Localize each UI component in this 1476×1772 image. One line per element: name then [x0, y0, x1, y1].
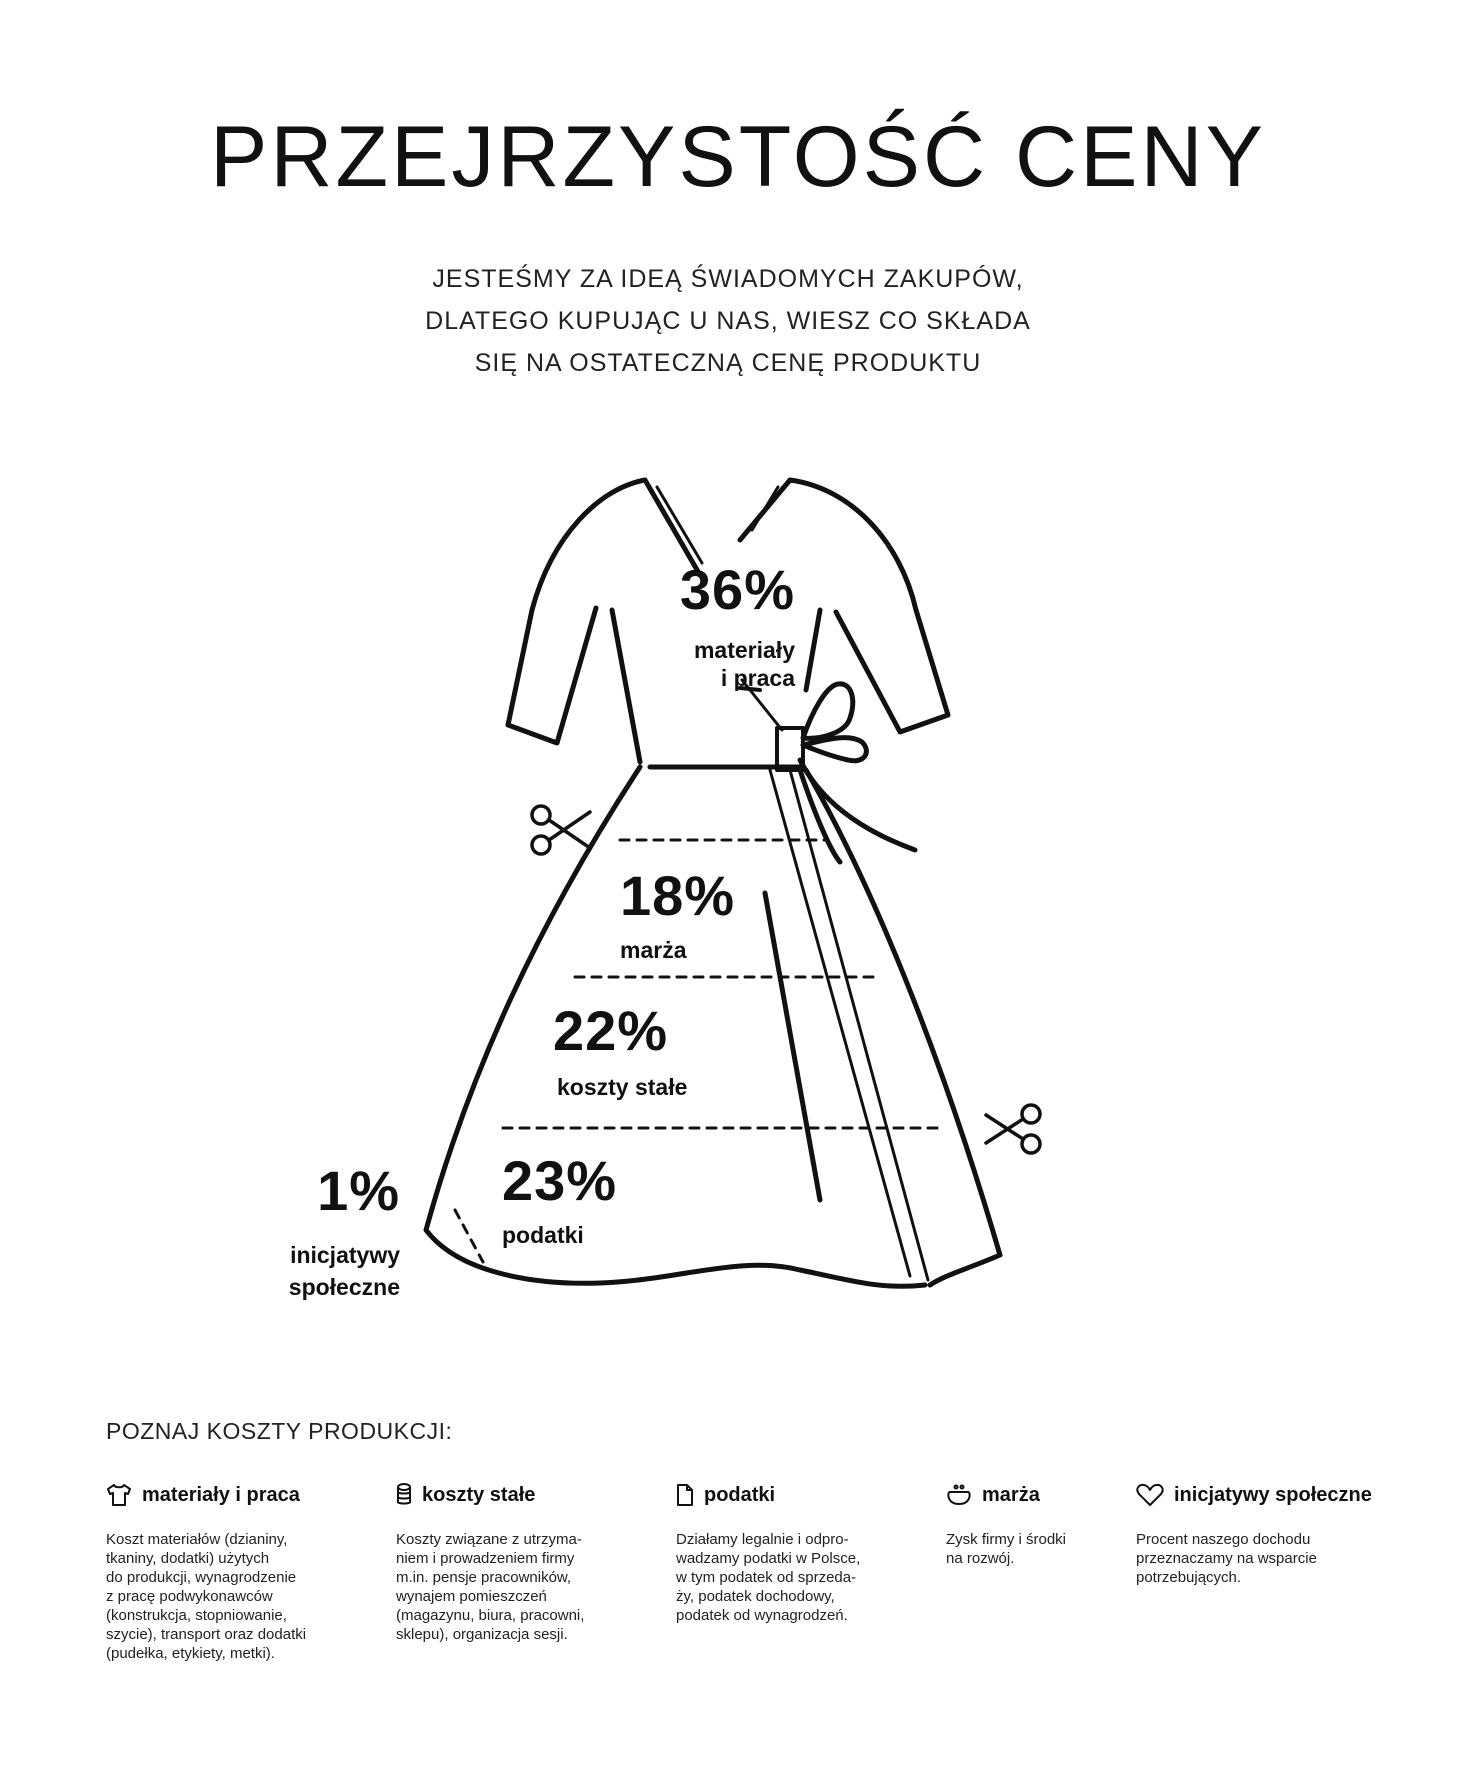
dress-bodice-outline: [790, 480, 948, 732]
segment-percent: 18%: [620, 864, 736, 927]
scissors-icon: [532, 806, 590, 854]
cost-item-title: koszty stałe: [422, 1483, 536, 1506]
dress-bow-tie: [800, 760, 915, 850]
segment-label: i praca: [720, 665, 795, 691]
segment-social: [240, 1159, 400, 1301]
cost-item-title-row: [946, 1478, 1126, 1512]
purse-icon: [946, 1484, 972, 1506]
dress-cut-line: [455, 1210, 483, 1262]
segment-taxes: [502, 1149, 618, 1249]
cost-item-title: marża: [982, 1483, 1040, 1506]
segment-percent: 22%: [553, 999, 669, 1062]
cost-item-taxes: [676, 1478, 926, 1625]
cost-item-fixed: [396, 1478, 646, 1644]
dress-wrap-edge: [770, 770, 910, 1276]
cost-item-materials: [106, 1478, 366, 1663]
dress-neck-trim: [752, 487, 778, 530]
segment-fixed-costs: [553, 999, 688, 1101]
subtitle-line: JESTEŚMY ZA IDEĄ ŚWIADOMYCH ZAKUPÓW,: [432, 265, 1024, 293]
segment-label: podatki: [502, 1222, 584, 1248]
cost-item-title: materiały i praca: [142, 1483, 300, 1506]
coins-icon: [396, 1482, 412, 1508]
dress-fold: [765, 893, 820, 1200]
cost-item-title-row: [676, 1478, 926, 1512]
dress-bodice-side: [806, 610, 820, 690]
heart-icon: [1136, 1483, 1164, 1507]
page-title: PRZEJRZYSTOŚĆ CENY: [210, 109, 1266, 205]
cost-item-social: [1136, 1478, 1396, 1587]
dress-neck-trim: [657, 487, 702, 563]
subtitle-line: SIĘ NA OSTATECZNĄ CENĘ PRODUKTU: [474, 349, 982, 377]
cost-item-description: Koszt materiałów (dzianiny, tkaniny, dodatki) użytych do produkcji, wynagrodzenie z pracę podwykonawców (konstrukcja, stopniowanie, szycie), transport oraz dodatki (pudełka, etykiety, metki).: [106, 1531, 307, 1662]
cost-item-margin: [946, 1478, 1126, 1568]
cost-item-title-row: [106, 1478, 366, 1512]
costs-heading: POZNAJ KOSZTY PRODUKCJI:: [106, 1418, 453, 1444]
cost-item-title: inicjatywy społeczne: [1174, 1483, 1372, 1506]
scissors-icon: [986, 1105, 1040, 1153]
segment-percent: 36%: [679, 558, 795, 621]
dress-bodice-outline: [508, 480, 645, 743]
cost-item-title-row: [396, 1478, 646, 1512]
segment-label: społeczne: [288, 1274, 400, 1300]
cost-item-description: Koszty związane z utrzyma- niem i prowadzeniem firmy m.in. pensje pracowników, wynajem pomieszczeń (magazynu, biura, pracowni, sklepu), organizacja sesji.: [396, 1531, 585, 1643]
cost-item-description: Działamy legalnie i odpro- wadzamy podatki w Polsce, w tym podatek od sprzeda- ży, podatek dochodowy, podatek od wynagrodzeń.: [676, 1531, 861, 1624]
document-icon: [676, 1483, 694, 1507]
cost-item-description: Procent naszego dochodu przeznaczamy na wsparcie potrzebujących.: [1136, 1531, 1317, 1586]
dress-bow: [803, 738, 866, 761]
cost-item-title: podatki: [704, 1483, 776, 1506]
segment-percent: 23%: [502, 1149, 618, 1212]
dress-bow: [803, 684, 853, 738]
segment-percent: 1%: [317, 1159, 400, 1222]
segment-margin: [620, 864, 736, 964]
cost-item-description: Zysk firmy i środki na rozwój.: [946, 1531, 1066, 1567]
segment-label: koszty stałe: [557, 1074, 688, 1100]
segment-label: marża: [620, 937, 687, 963]
cost-item-title-row: [1136, 1478, 1396, 1512]
dress-bodice-side: [612, 610, 640, 762]
segment-label: materiały: [693, 637, 795, 663]
page-subtitle: [0, 258, 1456, 384]
segment-label: inicjatywy: [290, 1242, 400, 1268]
segment-materials: [655, 558, 795, 692]
subtitle-line: DLATEGO KUPUJĄC U NAS, WIESZ CO SKŁADA: [425, 307, 1031, 335]
tshirt-icon: [106, 1483, 132, 1507]
